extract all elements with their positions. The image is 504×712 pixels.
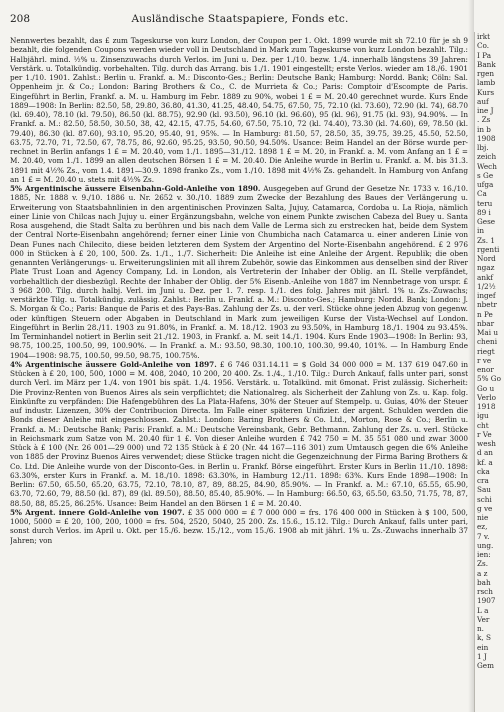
neighbour-line-fragment: enor bbox=[477, 365, 494, 374]
running-title: Ausländische Staatspapiere, Fonds etc. bbox=[131, 13, 349, 25]
neighbour-line-fragment: cheni bbox=[477, 337, 498, 347]
neighbour-line-fragment: 1908 bbox=[477, 133, 496, 143]
neighbour-line-fragment: d an bbox=[477, 448, 493, 458]
neighbour-line-fragment: Zs. bbox=[477, 559, 489, 569]
neighbour-line-fragment: Ca bbox=[477, 189, 487, 199]
neighbour-line-fragment: ien: bbox=[477, 550, 491, 559]
neighbour-line-fragment: rgenti bbox=[477, 244, 500, 254]
paragraph-3 bbox=[10, 360, 468, 508]
neighbour-line-fragment: nie bbox=[477, 513, 489, 522]
neighbour-line-fragment: 1918 bbox=[477, 402, 496, 411]
neighbour-line-fragment: 1 J bbox=[477, 651, 487, 661]
neighbour-line-fragment: Gese bbox=[477, 217, 496, 226]
neighbour-line-fragment: 7 v. bbox=[477, 531, 490, 541]
neighbour-line-fragment: 1907 bbox=[477, 596, 496, 606]
neighbour-line-fragment: rsch bbox=[477, 587, 493, 596]
neighbour-line-fragment: cht bbox=[477, 420, 489, 430]
neighbour-line-fragment: 89 i bbox=[477, 207, 491, 217]
neighbour-line-fragment: in b bbox=[477, 124, 491, 134]
neighbour-line-fragment: ine J bbox=[477, 106, 494, 115]
paragraph-3-text: £ 6 746 031.14.11 = $ Gold 34 000 000 = M. 137 619 047.60 in Stücken à £ 20, 100, 500, 1000 = M. 408, 2040, 10 200, 20 400. Zs. 1./4., 1./10. Tilg.: Durch Ankauf, falls unter pari, sonst durch Verl. im März per 1./4. von 1901 bis spät. 1./4. 1956. Verstärk. u. Totalkünd. mit 6monat. Frist zulässig. Sicherheit: Die Provinz-Renten von Buenos Aires als sein verpflichtet; die Nationalreg. als Sicherheit der Zahlung von Zs. u. Kap. folg. Einkünfte zu verpfänden: Die Hafengebühren des La Plata-Hafens, 30% der Steuer auf Stempelp. u. Guias, 40% der Steuer auf industr. Lizenzen, 30% der Contribucion Directa. Im Falle einer späteren Unifizier. der argent. Schulden werden die Bonds dieser Anleihe mit eingeschlossen. Zahlst.: London: Baring Brothers & Co. Ltd., Morton, Rose & Co.; Berlin u. Frankf. a. M.: Deutsche Bank; Paris: Frankf. a. M.: Deutsche Vereinsbank, Gebr. Bethmann. Zahlung der Zs. u. verl. Stücke in Reichsmark zum Satze von M. 20.40 für 1 £. Von dieser Anleihe wurden £ 742 750 = M. 35 551 080 und zwar 3000 Stück à £ 100 (Nr. 26 001—29 000) und 72 135 Stück à £ 20 (Nr. 44 167—116 301) zum Umtausch gegen die 6% Anleihe von 1885 der Provinz Buenos Aires verwendet; diese Stücke tragen nicht die Gegenzeichnung der Firma Baring Brothers & Co. Ltd. Die Anleihe wurde von der Disconto-Ges. in Berlin u. Frankf. Börse eingeführt. Erster Kurs in Berlin 11./10. 1898: 63.30%, erster Kurs in Frankf. a. M. 18./10. 1898: 63.30%, in Hamburg 12./11. 1898: 63%. Kurs Ende 1898—1908: In Berlin: 67.50, 65.50, 65.20, 63.75, 72.10, 78.10, 87, 89, 88.25, 84.90, 85.90%. — In Frankf. a. M.: 67.10, 65.55, 65.90, 63.70, 72.60, 79, 88.50 (kl. 87), 89 (kl. 89.50), 88.50, 85.40, 85.90%. — In Hamburg: 66.50, 63, 65.50, 63.50, 71.75, 78, 87, 88.50, 88, 85.25, 86.25%. Usance: Beim Handel an den Börsen 1 £ = M. 20.40. bbox=[10, 359, 468, 508]
paragraph-4-text: £ 35 000 000 = £ 7 000 000 = frs. 176 400 000 in Stücken à $ 100, 500, 1000, 5000 = £ 20, 100, 200, 1000 = frs. 504, 2520, 5040, 25 200. Zs. 15.6., 15.12. Tilg.: Durch Ankauf, falls unter pari, sonst durch Verlos. im April u. Okt. per 15./6. bezw. 15./12., vom 15./6. 1908 ab mit jährl. 1% u. Zs.-Zuwachs innerhalb 37 Jahren; von bbox=[10, 507, 468, 545]
paragraph-4 bbox=[10, 508, 468, 545]
section-title-innere-gold-1907: 5% Argent. innere Gold-Anleihe von 1907. bbox=[10, 507, 185, 517]
neighbour-line-fragment: lbj. bbox=[477, 143, 489, 152]
neighbour-line-fragment: r Ve bbox=[477, 429, 492, 439]
neighbour-line-fragment: Kurs bbox=[477, 87, 495, 97]
neighbour-line-fragment: wesh bbox=[477, 439, 496, 448]
page-number: 208 bbox=[10, 13, 31, 25]
neighbour-line-fragment: ufga bbox=[477, 180, 494, 189]
paragraph-2 bbox=[10, 184, 468, 360]
neighbour-line-fragment: n. bbox=[477, 624, 484, 633]
neighbour-line-fragment: L a bbox=[477, 605, 489, 615]
paragraph-1 bbox=[10, 36, 468, 184]
neighbour-line-fragment: ein bbox=[477, 642, 489, 652]
neighbour-line-fragment: riegt bbox=[477, 346, 495, 356]
section-title-eisenbahn-1890: 5% Argentinische äussere Eisenbahn-Gold-Anleihe von 1890. bbox=[10, 184, 261, 193]
page-header bbox=[10, 12, 480, 26]
neighbour-line-fragment: k, S bbox=[477, 633, 491, 643]
neighbour-line-fragment: kf. a bbox=[477, 457, 493, 467]
neighbour-line-fragment: 5% Go bbox=[477, 374, 501, 384]
paragraph-2-text: Ausgegeben auf Grund der Gesetze Nr. 1733 v. 16./10. 1885, Nr. 1888 v. 9./10. 1886 u. Nr. 2652 v. 30./10. 1889 zum Zwecke der Bezahlung des Baues der Verlängerung u. Erweiterung von Staatsbahnlinien in den argentinischen Provinzen Salta, Jujuy, Catamarca, Cordoba u. La Rioja, nämlich einer Linie von Chilcas nach Jujuy u. einer Ergänzungsbahn, welche von einem Punkte zwischen Cabeza del Buey u. Santa Rosa ausgehend, die Stadt Salta zu berühren und bis nach dem Valle de Lerma sich zu erstrecken hat, beide dem System der Central Norte-Eisenbahn angehörend; ferner einer Linie von Chumbicha nach Catamarca u. einer anderen Linie von Dean Funes nach Chilecito, diese beiden letzteren dem System der Argentino del Norte-Eisenbahn angehörend. £ 2 976 000 in Stücken à £ 20, 100, 500. Zs. 1./1., 1./7. Sicherheit: Die Anleihe ist eine Anleihe der Argent. Republik; die oben genannten Verlängerungs- u. Erweiterungslinien mit all ihrem Zubehör, sowie das Einkommen aus denselben sind der River Plate Trust Loan and Agency Company, Ld. in London, als Vertreterin der Inhaber der Oblig. an IL Stelle verpfändet, vorbehaltlich der diesbezügl. Rechte der Inhaber der Oblig. der 5% Eisenb.-Anleihe von 1887 im Nennbetrage von urspr. £ 3 968 200. Tilg. durch halbj. Verl. im Juni u. Dez. per 1. 7. resp. 1./1. des folg. Jahres mit jährl. 1% u. Zs.-Zuwachs; verstärkte Tilg. u. Totalkündig. zulässig. Zahlst.: Berlin u. Frankf. a. M.: Disconto-Ges.; Hamburg: Nordd. Bank; London: J. S. Morgan & Co.; Paris: Banque de Paris et des Pays-Bas. Zahlung der Zs. u. der verl. Stücke ohne jeden Abzug von gegenw. oder künftigen Steuern oder Abgaben in Deutschland in Mark zum jeweiligen Kurse der Vista-Wechsel auf London. Eingeführt in Berlin 28./11. 1903 zu 91.80%, in Frankf. a. M. 18./12. 1903 zu 93.50%, in Hamburg 18./1. 1904 zu 93.45%. Im Terminhandel notiert in Berlin seit 21./12. 1903, in Frankf. a. M. seit 14./1. 1904. Kurs Ende 1903—1908: In Berlin: 93, 98.75, 100.25, 100.50, 99, 100.90%. — In Frankf. a. M.: 93.50, 98.30, 100.10, 100.30, 99.40, 101%. — In Hamburg Ende 1904—1908: 98.75, 100.50, 99.50, 98.75, 100.75%. bbox=[10, 184, 468, 360]
neighbour-line-fragment: g ve bbox=[477, 503, 493, 513]
neighbour-line-fragment: Go u bbox=[477, 383, 495, 393]
neighbour-line-fragment: 1/2½ bbox=[477, 281, 496, 291]
neighbour-line-fragment: Verlo bbox=[477, 392, 497, 402]
neighbour-line-fragment: Gem bbox=[477, 661, 494, 670]
neighbour-line-fragment: Zs. 1 bbox=[477, 235, 495, 245]
neighbour-line-fragment: Bank bbox=[477, 59, 496, 69]
neighbour-line-fragment: ingef bbox=[477, 291, 496, 300]
neighbour-line-fragment: Sau bbox=[477, 485, 491, 495]
neighbour-line-fragment: s Ge bbox=[477, 170, 494, 180]
neighbour-line-fragment: nbetr bbox=[477, 300, 497, 310]
neighbour-line-fragment: bah bbox=[477, 577, 491, 587]
neighbour-line-fragment: teru bbox=[477, 198, 493, 208]
paragraph-1-text: Nennwertes bezahlt, das £ zum Tageskurse von kurz London, der Coupon per 1. Okt. 1899 wurde mit sh 72.10 für je sh 9 bezahlt, die folgenden Coupons werden wieder voll in Deutschland in Mark zum Tageskurse von kurz London bezahlt. Tilg.: Halbjährl. mind. ½% u. Zinsenzuwachs durch Verlos. im Juni u. Dez. per 1./10. bezw. 1./4. innerhalb längstens 39 Jahren: Verstärk. u. Totalkündig. vorbehalten. Tilg. durch das Arrang. bis 1./1. 1901 eingestellt; erste Verlos. wieder am 18./6. 1901 per 1./10. 1901. Zahlst.: Berlin u. Frankf. a. M.: Disconto-Ges.; Berlin: Deutsche Bank; Hamburg: Nordd. Bank; Cöln: Sal. Oppenheim jr. & Co.; London: Baring Brothers & Co., C. de Murrieta & Co.; Paris: Comptoir d'Escompte de Paris. Eingeführt in Berlin, Frankf. a. M. u. Hamburg im Febr. 1889 zu 90%, wobei 1 £ = M. 20.40 gerechnet wurde. Kurs Ende 1889—1908: In Berlin: 82.50, 58, 29.80, 36.80, 41.30, 41.25, 48.40, 54.75, 67.50, 75, 72.10 (kl. 73.60), 72.90 (kl. 74), 68.70 (kl. 69.40), 78.10 (kl. 79.50), 86.50 (kl. 88.75), 92.90 (kl. 93.50), 96.10 (kl. 96.60), 95 (kl. 96), 91.75 (kl. 93), 94.90%. — In Frankf. a. M.: 82.50, 58.50, 30.50, 38, 42, 42.15, 47.75, 54.60, 67.50, 75.10, 72 (kl. 74.40), 73.30 (kl. 74.60), 69, 78.50 (kl. 79.40), 86.30 (kl. 87.60), 93.10, 95.20, 95.40, 91, 95%. — In Hamburg: 81.50, 57, 28.50, 35, 39.75, 39.25, 45.50, 52.50, 63.75, 72.70, 71, 72.50, 67, 78.75, 86, 92.60, 95.25, 93.50, 90.50, 94.50%. Usance: Beim Handel an der Börse wurde per-rechnet in Berlin anfangs 1 £ = M. 20.40, vom 1./1. 1895—31./12. 1898 1 £ = M. 20, in Frankf. a. M. vom Anfang an 1 £ = M. 20.40, vom 1./1. 1899 an allen deutschen Börsen 1 £ = M. 20.40. Die Anleihe wurde in Berlin u. Frankf. a. M. bis 31.3. 1891 mit 4½% Zs., vom 1.4. 1891—30.9. 1898 franko Zs., vom 1./10. 1898 mit 4½% Zs. gehandelt. In Hamburg von Anfang an 1 £ = M. 20.40 u. stets mit 4½% Zs. bbox=[10, 36, 468, 184]
neighbour-line-fragment: auf bbox=[477, 96, 489, 106]
neighbour-line-fragment: rgen bbox=[477, 69, 495, 78]
neighbour-line-fragment: Wech bbox=[477, 161, 497, 171]
neighbour-line-fragment: irkt bbox=[477, 32, 491, 41]
neighbour-line-fragment: Mai u bbox=[477, 328, 499, 337]
neighbour-line-fragment: a z bbox=[477, 568, 488, 578]
neighbour-line-fragment: lamb bbox=[477, 78, 496, 88]
neighbour-line-fragment: ngaz bbox=[477, 263, 495, 273]
neighbour-line-fragment: in bbox=[477, 226, 484, 236]
neighbour-line-fragment: cra bbox=[477, 476, 489, 485]
neighbour-page-column bbox=[474, 32, 504, 712]
neighbour-line-fragment: nbar bbox=[477, 318, 495, 328]
neighbour-line-fragment: Nord bbox=[477, 254, 496, 263]
main-text-column bbox=[10, 36, 468, 706]
neighbour-line-fragment: . Zs bbox=[477, 115, 491, 125]
section-title-gold-1897: 4% Argentinische äussere Gold-Anleihe von 1897. bbox=[10, 359, 217, 369]
neighbour-line-fragment: r ve bbox=[477, 355, 492, 365]
neighbour-line-fragment: ung. bbox=[477, 540, 494, 550]
neighbour-line-fragment: Co. bbox=[477, 41, 490, 51]
neighbour-line-fragment: I Pa bbox=[477, 50, 492, 60]
neighbour-line-fragment: zeich bbox=[477, 152, 497, 162]
neighbour-line-fragment: ankf bbox=[477, 272, 494, 282]
neighbour-line-fragment: n Pe bbox=[477, 309, 493, 319]
neighbour-line-fragment: Ver bbox=[477, 614, 490, 624]
neighbour-line-fragment: cka bbox=[477, 466, 490, 476]
neighbour-line-fragment: ez, bbox=[477, 522, 488, 532]
neighbour-line-fragment: igu bbox=[477, 411, 489, 421]
neighbour-line-fragment: schi bbox=[477, 494, 492, 504]
